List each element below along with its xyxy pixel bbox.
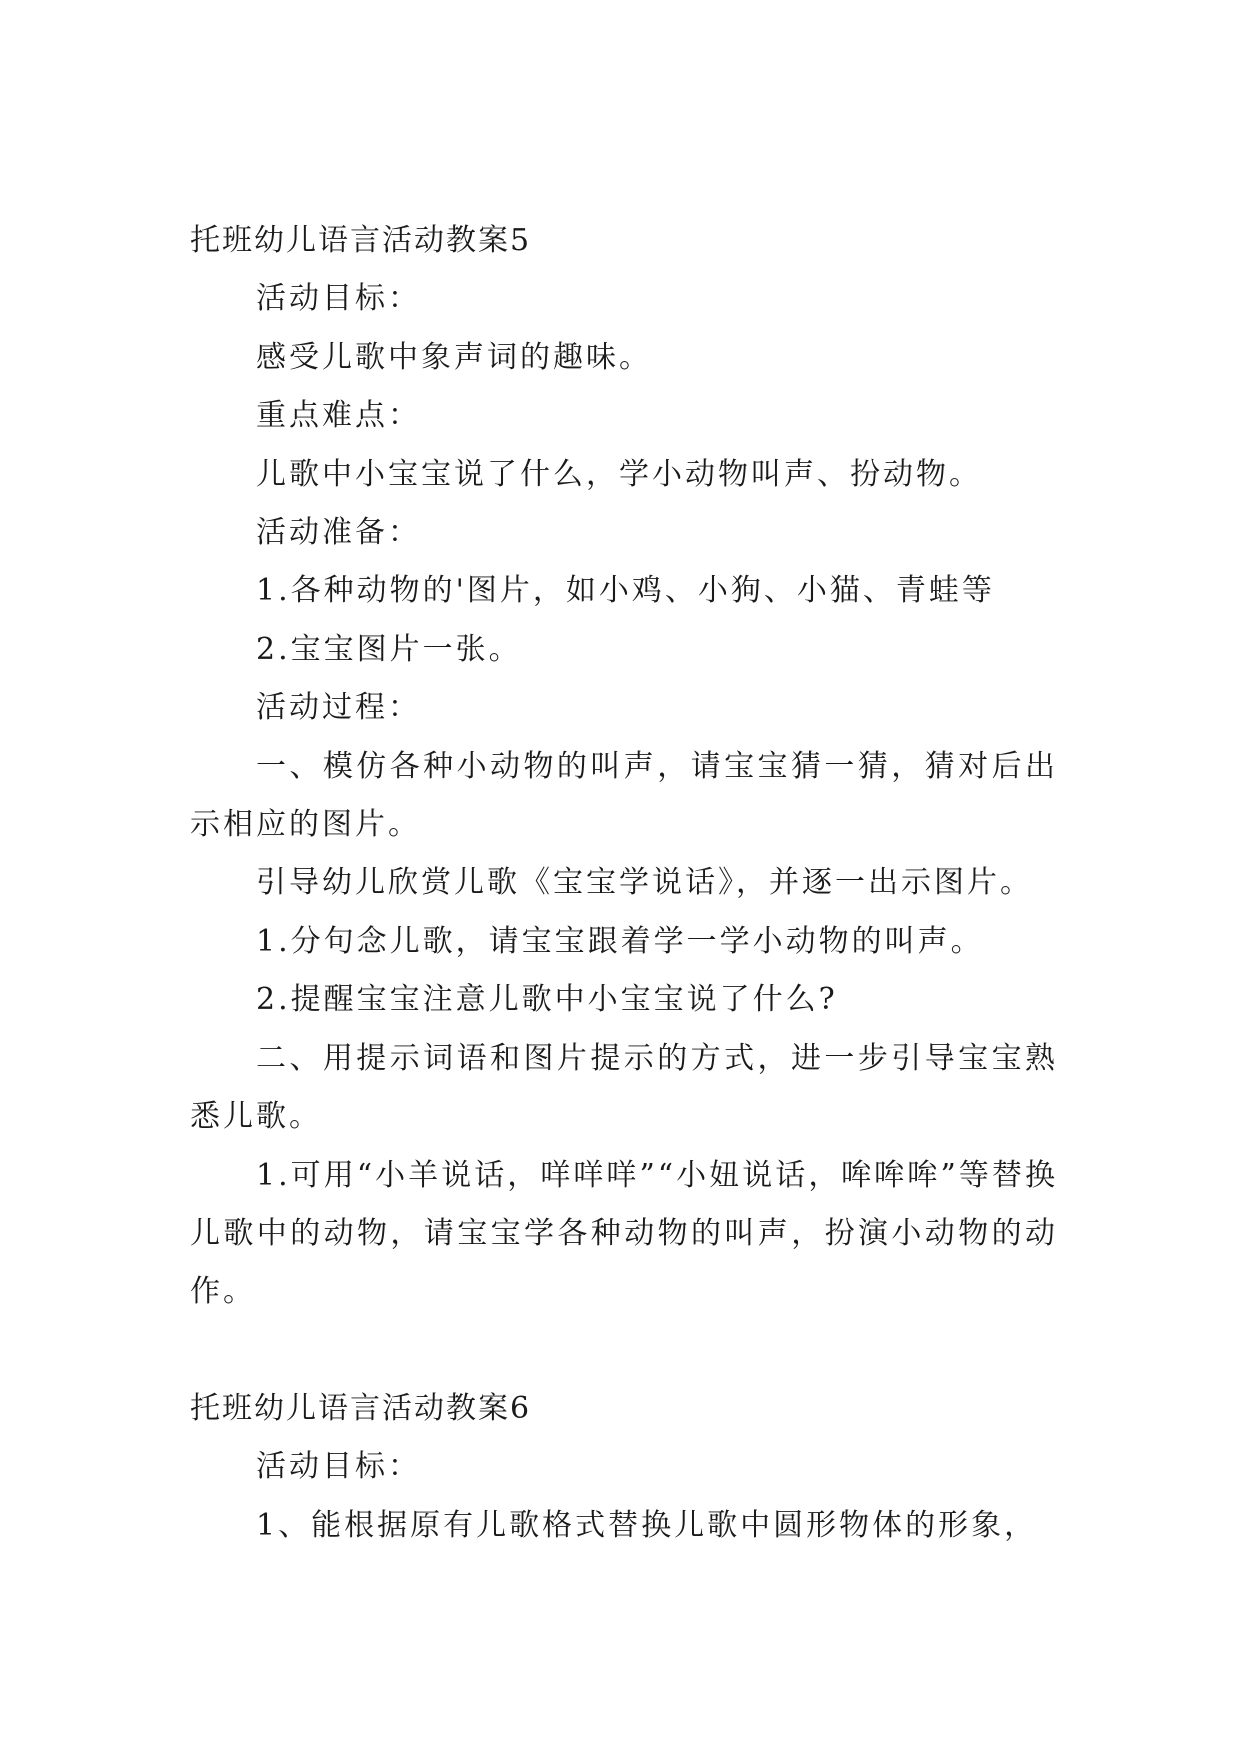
heading-activity-goals: 活动目标： bbox=[256, 1449, 421, 1485]
body-line: 2.宝宝图片一张。 bbox=[256, 631, 522, 667]
body-paragraph: 一、模仿各种小动物的叫声，请宝宝猜一猜，猜对后出示相应的图片。 bbox=[190, 748, 1058, 843]
body-paragraph: 引导幼儿欣赏儿歌《宝宝学说话》，并逐一出示图片。 bbox=[256, 865, 1033, 901]
heading-process: 活动过程： bbox=[256, 690, 421, 726]
heading-key-points: 重点难点： bbox=[256, 398, 421, 434]
body-paragraph: 1.分句念儿歌，请宝宝跟着学一学小动物的叫声。 bbox=[256, 923, 984, 959]
body-line: 1.各种动物的'图片，如小鸡、小狗、小猫、青蛙等 bbox=[256, 573, 995, 609]
document-body bbox=[190, 212, 1058, 1555]
section-title: 托班幼儿语言活动教案6 bbox=[190, 1390, 532, 1426]
heading-preparation: 活动准备： bbox=[256, 515, 421, 551]
body-paragraph: 2.提醒宝宝注意儿歌中小宝宝说了什么? bbox=[256, 982, 838, 1018]
section-spacer bbox=[190, 1322, 1058, 1380]
body-line: 感受儿歌中象声词的趣味。 bbox=[256, 339, 652, 375]
body-paragraph: 1.可用“小羊说话，咩咩咩”“小妞说话，哞哞哞”等替换儿歌中的动物，请宝宝学各种动物的叫声，扮演小动物的动作。 bbox=[190, 1157, 1058, 1310]
body-line: 儿歌中小宝宝说了什么，学小动物叫声、扮动物。 bbox=[256, 456, 982, 492]
body-paragraph: 二、用提示词语和图片提示的方式，进一步引导宝宝熟悉儿歌。 bbox=[190, 1040, 1058, 1135]
section-title: 托班幼儿语言活动教案5 bbox=[190, 223, 532, 258]
heading-activity-goals: 活动目标： bbox=[256, 281, 421, 317]
body-paragraph: 1、能根据原有儿歌格式替换儿歌中圆形物体的形象， bbox=[256, 1507, 1038, 1543]
